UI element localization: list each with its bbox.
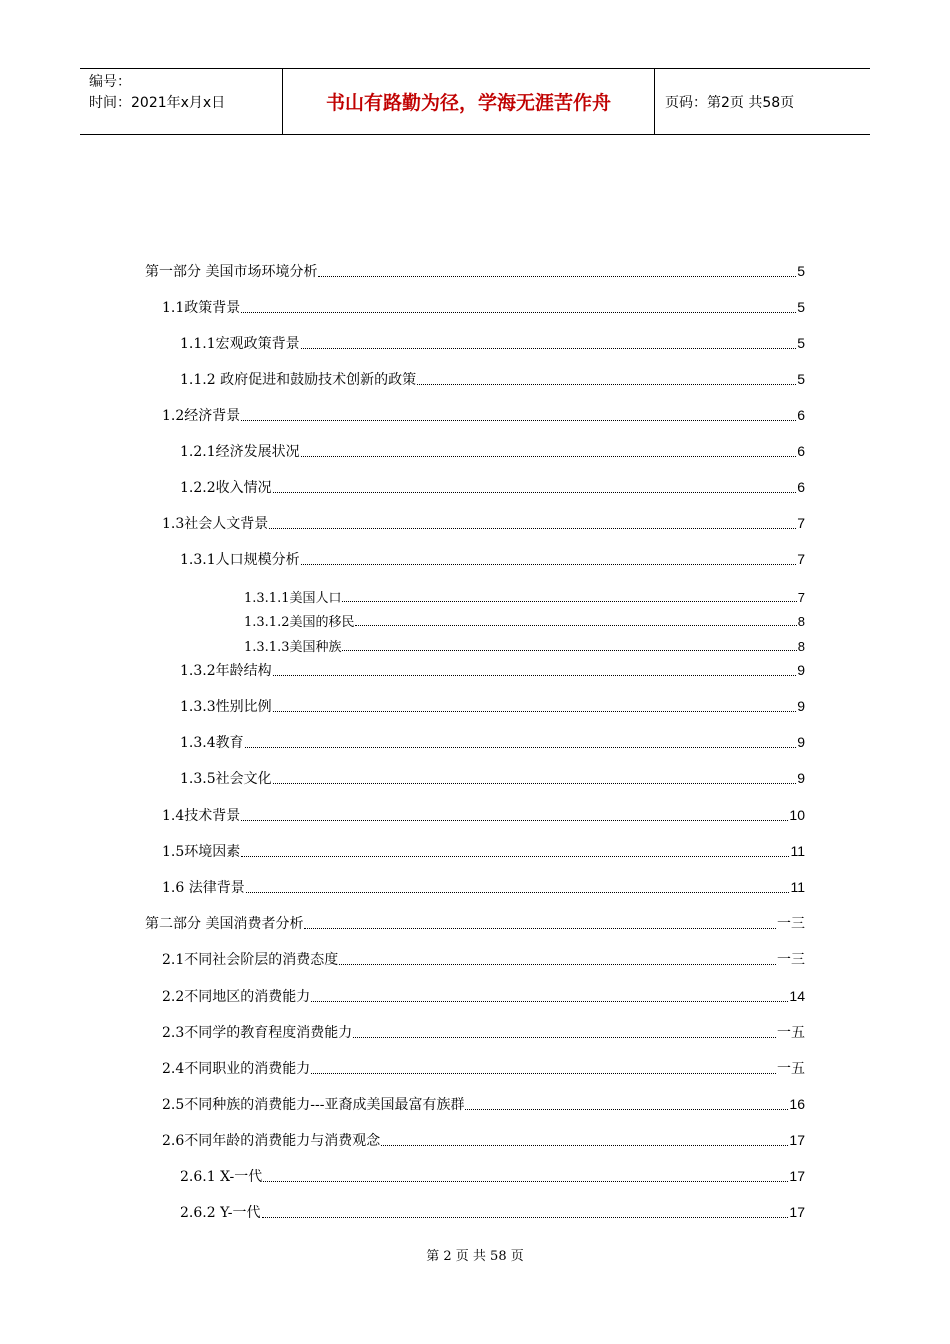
toc-entry[interactable] <box>162 1058 805 1078</box>
toc-entry-title: 第一部分 美国市场环境分析 <box>145 264 318 280</box>
toc-entry-page: 11 <box>790 843 805 859</box>
toc-leader-dots <box>241 819 788 821</box>
toc-leader-dots <box>355 624 796 626</box>
toc-leader-dots <box>465 1108 788 1110</box>
toc-entry-title: 2.4不同职业的消费能力 <box>162 1061 311 1077</box>
toc-entry-title: 1.3.2年龄结构 <box>180 663 272 679</box>
toc-entry-page: 9 <box>797 770 805 786</box>
toc-entry[interactable] <box>180 369 805 389</box>
toc-entry[interactable] <box>180 660 805 680</box>
toc-entry[interactable] <box>162 513 805 533</box>
toc-entry-title: 2.1不同社会阶层的消费态度 <box>162 952 339 968</box>
toc-leader-dots <box>245 746 797 748</box>
header-page-info: 页码：第2页 共58页 <box>665 94 795 111</box>
toc-entry[interactable] <box>162 877 805 897</box>
toc-entry-title: 1.3.3性别比例 <box>180 699 272 715</box>
toc-entry[interactable] <box>180 768 805 788</box>
toc-entry-page: 6 <box>797 479 805 495</box>
toc-entry-page: 6 <box>797 443 805 459</box>
toc-entry-page: 8 <box>797 614 805 629</box>
toc-entry[interactable] <box>180 477 805 497</box>
toc-entry-title: 2.2不同地区的消费能力 <box>162 989 311 1005</box>
toc-entry-title: 2.5不同种族的消费能力---亚裔成美国最富有族群 <box>162 1097 465 1113</box>
toc-entry-page: 6 <box>797 407 805 423</box>
toc-entry-page: 16 <box>789 1096 805 1112</box>
toc-leader-dots <box>342 649 796 651</box>
toc-entry-title: 2.6.1 X-一代 <box>180 1169 263 1185</box>
toc-entry-title: 第二部分 美国消费者分析 <box>145 916 304 932</box>
toc-entry-page: 一三 <box>777 915 805 931</box>
toc-entry[interactable] <box>244 587 805 606</box>
toc-entry[interactable] <box>162 805 805 825</box>
toc-entry-page: 一五 <box>777 1060 805 1076</box>
toc-entry-title: 1.1.1宏观政策背景 <box>180 336 300 352</box>
toc-leader-dots <box>353 1036 776 1038</box>
toc-entry-title: 2.6不同年龄的消费能力与消费观念 <box>162 1133 381 1149</box>
toc-entry[interactable] <box>180 549 805 569</box>
toc-entry-page: 14 <box>789 988 805 1004</box>
toc-leader-dots <box>263 1180 788 1182</box>
toc-entry-title: 1.1政策背景 <box>162 300 241 316</box>
toc-entry-title: 1.1.2 政府促进和鼓励技术创新的政策 <box>180 372 417 388</box>
toc-entry[interactable] <box>162 949 805 969</box>
toc-entry-page: 10 <box>789 807 805 823</box>
toc-entry-page: 7 <box>797 515 805 531</box>
page-footer: 第 2 页 共 58 页 <box>426 1249 524 1264</box>
toc-leader-dots <box>381 1144 788 1146</box>
toc-entry[interactable] <box>162 1022 805 1042</box>
toc-entry[interactable] <box>244 611 805 630</box>
toc-entry-page: 5 <box>797 371 805 387</box>
toc-entry-title: 1.3.5社会文化 <box>180 771 272 787</box>
toc-entry-title: 1.4技术背景 <box>162 808 241 824</box>
toc-leader-dots <box>262 1216 789 1218</box>
toc-entry-page: 17 <box>789 1204 805 1220</box>
toc-entry-page: 17 <box>789 1168 805 1184</box>
toc-entry-page: 9 <box>797 662 805 678</box>
toc-entry-page: 9 <box>797 734 805 750</box>
toc-leader-dots <box>273 782 797 784</box>
toc-entry[interactable] <box>145 913 805 933</box>
toc-entry[interactable] <box>180 441 805 461</box>
toc-entry-title: 1.5环境因素 <box>162 844 241 860</box>
toc-leader-dots <box>301 347 797 349</box>
toc-entry[interactable] <box>162 405 805 425</box>
toc-entry[interactable] <box>162 1094 805 1114</box>
toc-entry-title: 2.3不同学的教育程度消费能力 <box>162 1025 353 1041</box>
toc-entry-title: 1.2.1经济发展状况 <box>180 444 300 460</box>
toc-leader-dots <box>311 1000 788 1002</box>
toc-leader-dots <box>273 491 797 493</box>
document-number-label: 编号： <box>89 74 131 90</box>
toc-leader-dots <box>241 419 796 421</box>
toc-entry-page: 7 <box>797 551 805 567</box>
toc-entry[interactable] <box>162 841 805 861</box>
toc-leader-dots <box>342 600 796 602</box>
toc-leader-dots <box>273 710 797 712</box>
toc-leader-dots <box>311 1072 776 1074</box>
toc-leader-dots <box>301 563 797 565</box>
toc-leader-dots <box>318 275 796 277</box>
toc-entry[interactable] <box>180 1166 805 1186</box>
toc-entry-page: 5 <box>797 299 805 315</box>
toc-entry-page: 9 <box>797 698 805 714</box>
toc-entry[interactable] <box>180 333 805 353</box>
toc-entry[interactable] <box>244 636 805 655</box>
header-motto: 书山有路勤为径，学海无涯苦作舟 <box>282 69 655 134</box>
toc-entry-title: 1.3社会人文背景 <box>162 516 269 532</box>
toc-entry-title: 1.2.2收入情况 <box>180 480 272 496</box>
toc-entry-page: 8 <box>797 639 805 654</box>
document-time-label: 时间：2021年x月x日 <box>89 95 226 111</box>
toc-entry-title: 1.3.1.2美国的移民 <box>244 615 355 630</box>
toc-entry-page: 一三 <box>777 951 805 967</box>
toc-entry-page: 7 <box>797 590 805 605</box>
toc-leader-dots <box>269 527 796 529</box>
toc-entry-page: 11 <box>790 879 805 895</box>
toc-entry[interactable] <box>162 986 805 1006</box>
toc-entry-title: 1.3.1人口规模分析 <box>180 552 300 568</box>
toc-entry-title: 1.6 法律背景 <box>162 880 245 896</box>
toc-entry-page: 17 <box>789 1132 805 1148</box>
toc-entry[interactable] <box>145 261 805 281</box>
toc-entry-title: 1.3.4教育 <box>180 735 244 751</box>
toc-entry-title: 2.6.2 Y-一代 <box>180 1205 261 1221</box>
toc-entry-page: 5 <box>797 263 805 279</box>
toc-entry-page: 一五 <box>777 1024 805 1040</box>
toc-leader-dots <box>339 963 776 965</box>
toc-entry[interactable] <box>180 732 805 752</box>
toc-entry-title: 1.2经济背景 <box>162 408 241 424</box>
toc-leader-dots <box>241 855 789 857</box>
toc-entry-title: 1.3.1.1美国人口 <box>244 591 342 606</box>
toc-entry-page: 5 <box>797 335 805 351</box>
toc-entry[interactable] <box>180 1202 805 1222</box>
toc-entry-title: 1.3.1.3美国种族 <box>244 640 342 655</box>
toc-leader-dots <box>301 455 797 457</box>
toc-leader-dots <box>246 891 790 893</box>
toc-leader-dots <box>417 383 796 385</box>
toc-entry[interactable] <box>162 1130 805 1150</box>
toc-leader-dots <box>241 311 796 313</box>
toc-entry[interactable] <box>162 297 805 317</box>
toc-entry[interactable] <box>180 696 805 716</box>
toc-leader-dots <box>304 927 776 929</box>
toc-leader-dots <box>273 674 797 676</box>
